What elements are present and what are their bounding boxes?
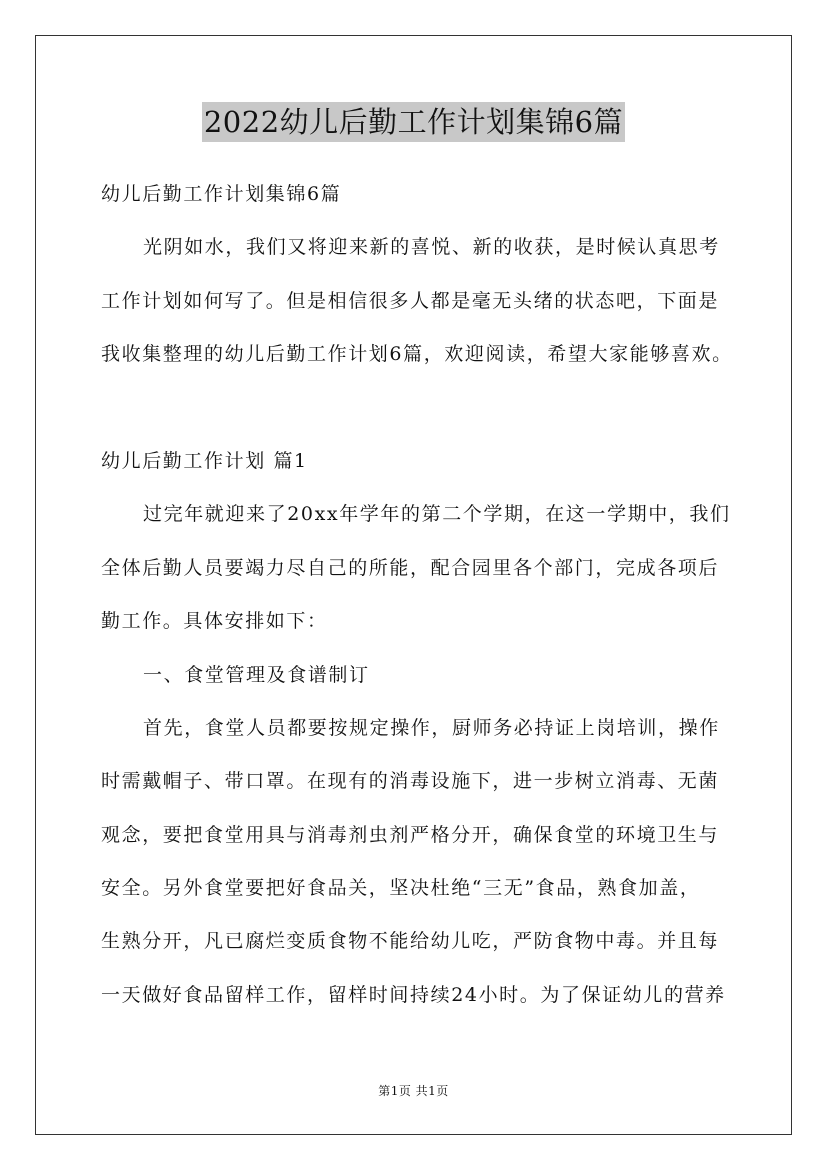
document-title: 2022幼儿后勤工作计划集锦6篇 [202,102,625,142]
paragraph-line: 首先，食堂人员都要按规定操作，厨师务必持证上岗培训，操作 [143,716,720,739]
paragraph-line: 安全。另外食堂要把好食品关，坚决杜绝“三无”食品，熟食加盖， [101,877,701,900]
page-footer: 第1页 共1页 [378,1084,449,1098]
blank-line [101,382,741,435]
paragraph-line: 观念，要把食堂用具与消毒剂虫剂严格分开，确保食堂的环境卫生与 [101,823,720,846]
title-container [0,102,827,142]
intro-line: 光阴如水，我们又将迎来新的喜悦、新的收获，是时候认真思考 [143,236,720,259]
paragraph-line: 生熟分开，凡已腐烂变质食物不能给幼儿吃，严防食物中毒。并且每 [101,930,720,953]
section-heading: 幼儿后勤工作计划 篇1 [101,449,308,472]
paragraph-line: 全体后勤人员要竭力尽自己的所能，配合园里各个部门，完成各项后 [101,556,720,579]
subsection-heading: 一、食堂管理及食谱制订 [143,663,370,686]
subtitle: 幼儿后勤工作计划集锦6篇 [101,183,342,205]
intro-line: 我收集整理的幼儿后勤工作计划6篇，欢迎阅读，希望大家能够喜欢。 [101,343,733,366]
paragraph-line: 勤工作。具体安排如下： [101,610,328,633]
paragraph-line: 过完年就迎来了20xx年学年的第二个学期，在这一学期中，我们 [143,503,731,526]
intro-line: 工作计划如何写了。但是相信很多人都是毫无头绪的状态吧，下面是 [101,289,720,312]
paragraph-line: 一天做好食品留样工作，留样时间持续24小时。为了保证幼儿的营养 [101,983,726,1006]
paragraph-line: 时需戴帽子、带口罩。在现有的消毒设施下，进一步树立消毒、无菌 [101,770,720,793]
document-body [101,168,741,1022]
